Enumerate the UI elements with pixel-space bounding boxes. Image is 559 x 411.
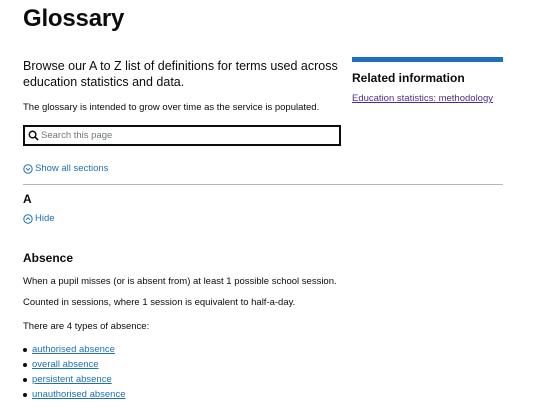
bullet [23,393,27,397]
hide-section-label: Hide [35,213,55,224]
bullet [23,378,27,382]
section-heading-a: A [23,192,32,206]
list-item [23,342,126,357]
term-title: Absence [23,251,74,265]
search-box[interactable] [23,125,341,146]
search-icon [28,130,40,142]
bullet [23,363,27,367]
page-note: The glossary is intended to grow over time as the service is populated. [23,102,320,113]
persistent-absence-link[interactable]: persistent absence [32,374,112,385]
overall-absence-link[interactable]: overall absence [32,359,99,370]
chevron-down-circle-icon [23,164,33,174]
list-item [23,372,126,387]
authorised-absence-link[interactable]: authorised absence [32,344,115,355]
list-item [23,357,126,372]
show-all-sections-label: Show all sections [35,163,109,174]
search-input[interactable] [40,130,321,141]
term-counting-note: Counted in sessions, where 1 session is equivalent to half-a-day. [23,297,296,308]
related-accent-bar [352,57,503,62]
page-title: Glossary [23,5,125,32]
term-types-intro: There are 4 types of absence: [23,321,150,332]
unauthorised-absence-link[interactable]: unauthorised absence [32,389,126,400]
section-divider [23,184,503,185]
related-information-heading: Related information [352,71,465,85]
absence-types-list [23,342,126,402]
bullet [23,348,27,352]
related-information-panel [352,57,503,104]
term-definition: When a pupil misses (or is absent from) at least 1 possible school session. [23,276,337,287]
chevron-up-circle-icon [23,214,33,224]
page-lead: Browse our A to Z list of definitions for terms used across education statistics and data. [23,59,338,89]
list-item [23,387,126,402]
show-all-sections-button[interactable] [23,163,108,174]
methodology-link[interactable]: Education statistics: methodology [352,93,493,104]
hide-section-button[interactable] [23,213,55,224]
